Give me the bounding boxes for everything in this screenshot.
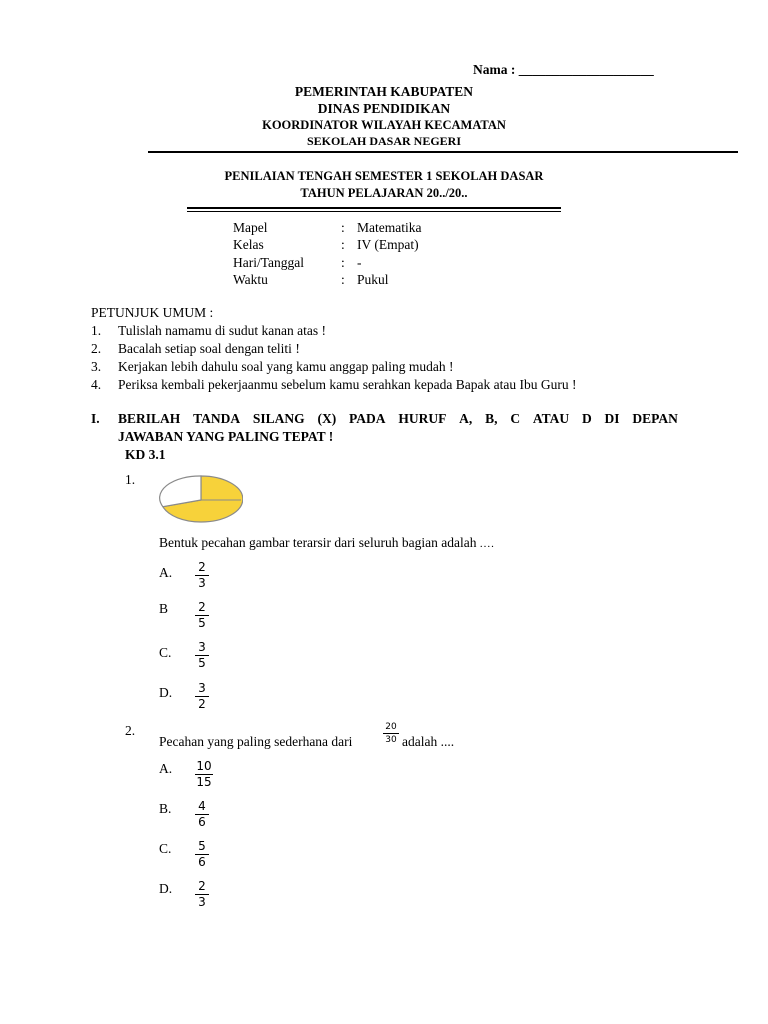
petunjuk-text: Kerjakan lebih dahulu soal yang kamu anggap paling mudah !	[118, 359, 454, 374]
fraction-numerator: 2	[198, 560, 206, 574]
title-divider-2	[187, 211, 561, 212]
instruction-word: C	[510, 411, 521, 426]
q2-option-c-fraction[interactable]	[195, 840, 209, 869]
petunjuk-num: 1.	[91, 323, 102, 338]
instruction-word: (X)	[317, 411, 337, 426]
nama-field: Nama : ____________________	[473, 62, 654, 77]
fraction-denominator: 15	[196, 775, 212, 790]
q2-option-a-fraction[interactable]	[195, 760, 213, 789]
question-2-stem: Pecahan yang paling sederhana dari	[159, 734, 353, 749]
info-sep: :	[341, 220, 345, 235]
fraction-denominator: 30	[385, 735, 397, 746]
fraction-numerator: 2	[198, 600, 206, 614]
title-divider-1	[187, 207, 561, 209]
fraction-denominator: 2	[198, 697, 206, 712]
q1-option-b-fraction[interactable]	[195, 601, 209, 630]
petunjuk-text: Periksa kembali pekerjaanmu sebelum kamu serahkan kepada Bapak atau Ibu Guru !	[118, 377, 577, 392]
question-1-dots: ....	[479, 538, 495, 550]
q2-option-d-letter[interactable]: D.	[159, 881, 173, 896]
q1-option-c-letter[interactable]: C.	[159, 645, 172, 660]
q1-option-a-fraction[interactable]	[195, 561, 209, 590]
header-line-2: DINAS PENDIDIKAN	[317, 101, 451, 116]
instruction-word: DI	[604, 411, 620, 426]
question-1-number: 1.	[125, 472, 136, 487]
header-divider	[148, 151, 738, 153]
info-label-waktu: Waktu	[233, 272, 268, 287]
instruction-word: PADA	[349, 411, 386, 426]
instruction-word: SILANG	[252, 411, 305, 426]
fraction-numerator: 3	[198, 640, 206, 654]
info-label-hari: Hari/Tanggal	[233, 255, 305, 270]
q2-option-c-letter[interactable]: C.	[159, 841, 172, 856]
question-1-stem: Bentuk pecahan gambar terarsir dari seluruh bagian adalah	[159, 535, 477, 550]
header-line-1: PEMERINTAH KABUPATEN	[294, 84, 474, 99]
q2-option-d-fraction[interactable]	[195, 880, 209, 909]
fraction-numerator: 5	[198, 839, 206, 853]
q1-option-b-letter[interactable]: B	[159, 601, 169, 616]
section-instruction-line-1	[118, 411, 678, 427]
q2-option-b-fraction[interactable]	[195, 800, 209, 829]
petunjuk-num: 4.	[91, 377, 102, 392]
petunjuk-title: PETUNJUK UMUM :	[91, 305, 214, 320]
section-number: I.	[91, 411, 100, 426]
question-2-number: 2.	[125, 723, 136, 738]
section-instruction-line-2: JAWABAN YANG PALING TEPAT !	[118, 429, 334, 444]
fraction-bar	[383, 733, 399, 734]
q2-option-b-letter[interactable]: B.	[159, 801, 172, 816]
kd-label: KD 3.1	[125, 447, 166, 462]
info-value-hari: -	[357, 255, 362, 270]
fraction-numerator: 10	[196, 759, 212, 773]
exam-title-2: TAHUN PELAJARAN 20../20..	[300, 186, 468, 200]
instruction-word: B,	[485, 411, 498, 426]
info-label-kelas: Kelas	[233, 237, 264, 252]
instruction-word: BERILAH	[118, 411, 181, 426]
info-value-waktu: Pukul	[357, 272, 389, 287]
info-value-mapel: Matematika	[357, 220, 422, 235]
question-2-stem-end: adalah ....	[402, 734, 455, 749]
instruction-word: HURUF	[398, 411, 447, 426]
fraction-numerator: 3	[198, 681, 206, 695]
info-value-kelas: IV (Empat)	[357, 237, 419, 252]
fraction-denominator: 5	[198, 616, 206, 631]
fraction-denominator: 6	[198, 855, 206, 870]
petunjuk-text: Tulislah namamu di sudut kanan atas !	[118, 323, 326, 338]
q2-option-a-letter[interactable]: A.	[159, 761, 173, 776]
instruction-word: D	[581, 411, 592, 426]
q1-option-c-fraction[interactable]	[195, 641, 209, 670]
fraction-numerator: 20	[385, 722, 397, 732]
header-line-3: KOORDINATOR WILAYAH KECAMATAN	[262, 118, 506, 132]
question-1-text	[159, 535, 495, 551]
instruction-word: ATAU	[532, 411, 570, 426]
instruction-word: A,	[459, 411, 473, 426]
fraction-denominator: 5	[198, 656, 206, 671]
info-label-mapel: Mapel	[233, 220, 268, 235]
fraction-denominator: 6	[198, 815, 206, 830]
q1-option-a-letter[interactable]: A.	[159, 565, 173, 580]
info-sep: :	[341, 272, 345, 287]
info-sep: :	[341, 255, 345, 270]
fraction-numerator: 2	[198, 879, 206, 893]
fraction-denominator: 3	[198, 895, 206, 910]
info-sep: :	[341, 237, 345, 252]
exam-title-1: PENILAIAN TENGAH SEMESTER 1 SEKOLAH DASAR	[224, 169, 544, 183]
petunjuk-text: Bacalah setiap soal dengan teliti !	[118, 341, 300, 356]
fraction-numerator: 4	[198, 799, 206, 813]
q1-option-d-fraction[interactable]	[195, 682, 209, 711]
pie-figure	[159, 473, 243, 525]
fraction-denominator: 3	[198, 576, 206, 591]
header-line-4: SEKOLAH DASAR NEGERI	[306, 134, 462, 148]
q1-option-d-letter[interactable]: D.	[159, 685, 173, 700]
question-2-fraction	[383, 722, 399, 745]
petunjuk-num: 3.	[91, 359, 102, 374]
instruction-word: DEPAN	[632, 411, 678, 426]
petunjuk-num: 2.	[91, 341, 102, 356]
instruction-word: TANDA	[193, 411, 241, 426]
